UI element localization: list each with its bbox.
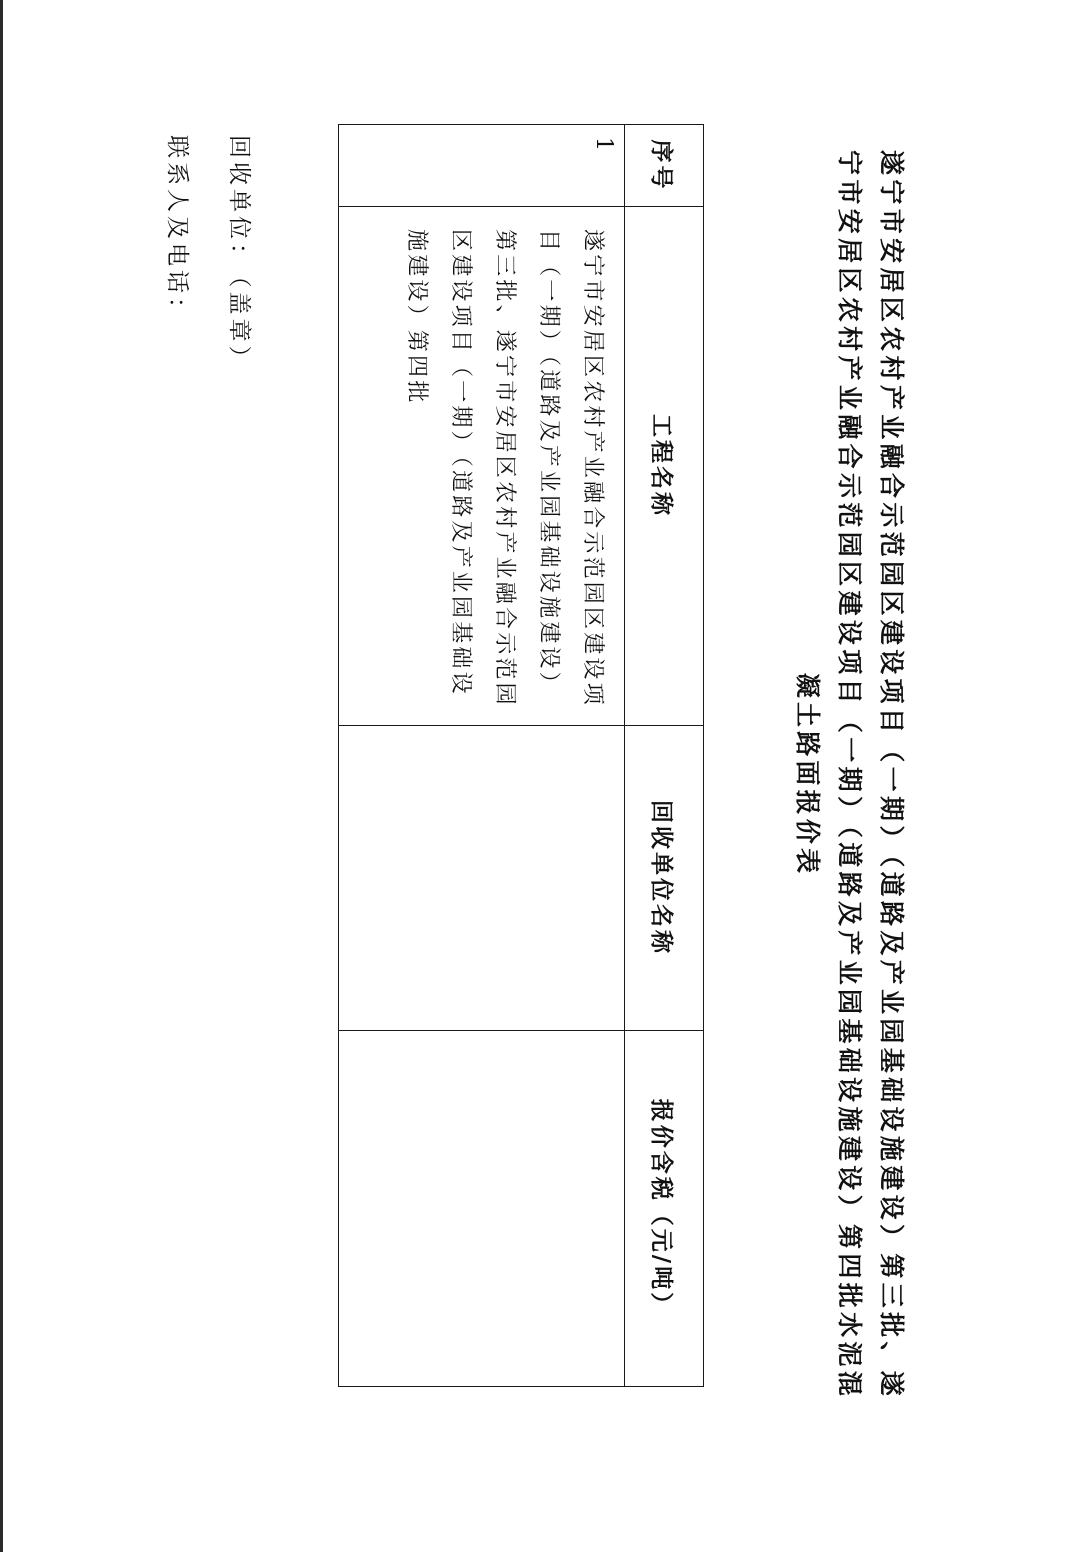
contact-label: 联系人及电话： [164,135,190,324]
header-recycler-name: 回收单位名称 [625,726,704,1031]
footer-recycler-unit [225,135,258,373]
row-recycler-name-field[interactable] [339,726,625,1031]
footer-contact [163,135,196,324]
table-row [339,125,625,1387]
quote-table [338,124,704,1387]
header-quote: 报价含税（元/吨） [625,1031,704,1387]
recycler-unit-label: 回收单位： [226,135,252,270]
header-project-name: 工程名称 [625,207,704,726]
seal-note: （盖章） [226,276,252,373]
header-no: 序号 [625,125,704,207]
document-title: 遂宁市安居区农村产业融合示范园区建设项目（一期）（道路及产业园基础设施建设）第三批、遂宁市安居区农村产业融合示范园区建设项目（一期）（道路及产业园基础设施建设）第四批水泥混凝土路面报价表 [793,150,906,1400]
table-header-row [625,125,704,1387]
row-project-name: 遂宁市安居区农村产业融合示范园区建设项目（一期）（道路及产业园基础设施建设）第三批、遂宁市安居区农村产业融合示范园区建设项目（一期）（道路及产业园基础设施建设）第四批 [339,207,625,726]
row-quote-field[interactable] [339,1031,625,1387]
row-no: 1 [339,125,625,207]
